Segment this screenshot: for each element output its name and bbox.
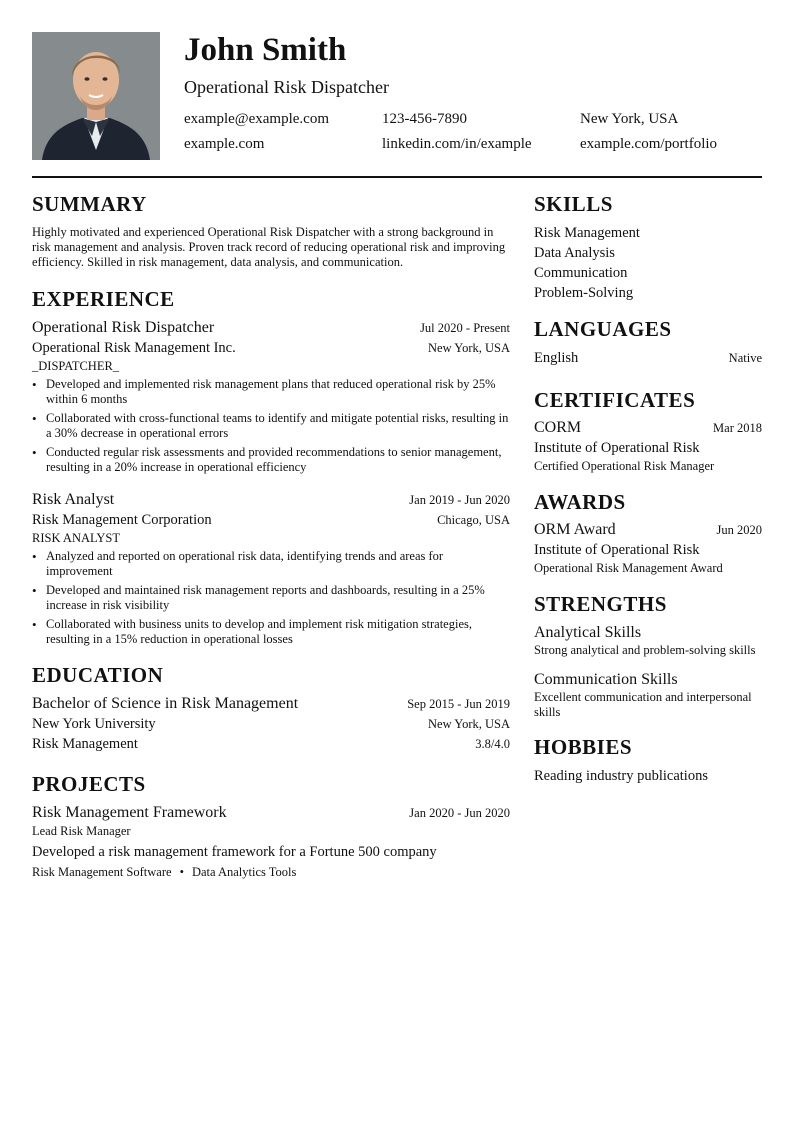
- education-location: New York, USA: [428, 717, 510, 731]
- job-dates: Jul 2020 - Present: [420, 321, 510, 335]
- skills-section: [534, 190, 762, 303]
- hobby-item: Reading industry publications: [534, 768, 708, 784]
- languages-section: [534, 315, 762, 368]
- job-bullet: • Collaborated with cross-functional teams to identify and mitigate potential risks, resulting in a 30% decrease in operational errors: [32, 411, 510, 441]
- certificate-date: Mar 2018: [713, 421, 762, 435]
- experience-item: [32, 317, 510, 475]
- hobbies-section: [534, 733, 762, 786]
- skill-item: Problem-Solving: [534, 285, 634, 301]
- job-bullet: • Analyzed and reported on operational risk data, identifying trends and areas for improvement: [32, 549, 510, 579]
- job-bullets: [32, 377, 510, 475]
- education-section: [32, 661, 510, 754]
- bullet-separator: •: [179, 865, 184, 879]
- project-keywords: [32, 864, 510, 880]
- awards-section: [534, 488, 762, 577]
- candidate-name: John Smith: [184, 32, 347, 68]
- project-role: Lead Risk Manager: [32, 824, 131, 838]
- strength-description: Excellent communication and interpersonal skills: [534, 690, 752, 719]
- job-position: Risk Analyst: [32, 491, 115, 508]
- education-heading: EDUCATION: [32, 663, 164, 687]
- language-level: Native: [728, 351, 762, 365]
- certificates-heading: CERTIFICATES: [534, 388, 696, 412]
- job-bullet: • Developed and implemented risk management plans that reduced operational risk by 25% within 6 months: [32, 377, 510, 407]
- education-school: New York University: [32, 716, 156, 732]
- strengths-heading: STRENGTHS: [534, 592, 667, 616]
- job-bullet: • Conducted regular risk assessments and provided recommendations to senior management, resulting in a 20% increase in operational efficiency: [32, 445, 510, 475]
- award-name: ORM Award: [534, 521, 616, 538]
- summary-text: Highly motivated and experienced Operational Risk Dispatcher with a strong background in risk management and analysis. Proven track record of reducing operational risk and improving efficiency. Skilled in risk management, data analysis, and communication.: [32, 225, 506, 269]
- summary-heading: SUMMARY: [32, 192, 147, 216]
- strength-name: Communication Skills: [534, 671, 678, 688]
- job-bullet: • Developed and maintained risk management reports and dashboards, resulting in a 25% increase in risk visibility: [32, 583, 510, 613]
- profile-photo: [32, 32, 160, 160]
- skill-item: Risk Management: [534, 225, 640, 241]
- experience-section: [32, 285, 510, 647]
- job-company: Operational Risk Management Inc.: [32, 340, 236, 356]
- project-keyword: Risk Management Software: [32, 865, 172, 879]
- education-dates: Sep 2015 - Jun 2019: [407, 697, 510, 711]
- award-date: Jun 2020: [716, 523, 762, 537]
- job-company: Risk Management Corporation: [32, 512, 212, 528]
- education-degree: Bachelor of Science in Risk Management: [32, 695, 299, 712]
- job-position: Operational Risk Dispatcher: [32, 319, 215, 336]
- education-gpa: 3.8/4.0: [475, 737, 510, 751]
- main-column: [32, 190, 510, 880]
- skills-heading: SKILLS: [534, 192, 613, 216]
- contact-phone: 123-456-7890: [382, 111, 467, 127]
- project-keyword: Data Analytics Tools: [191, 865, 297, 879]
- hobbies-heading: HOBBIES: [534, 735, 633, 759]
- job-bullets: [32, 549, 510, 647]
- experience-item: [32, 489, 510, 647]
- candidate-title: Operational Risk Dispatcher: [184, 77, 389, 97]
- job-subtitle: _DISPATCHER_: [32, 359, 120, 373]
- certificates-section: [534, 386, 762, 475]
- strength-name: Analytical Skills: [534, 624, 642, 641]
- sidebar-column: [534, 190, 762, 786]
- header-divider: [32, 176, 762, 178]
- job-location: New York, USA: [428, 341, 510, 355]
- strength-description: Strong analytical and problem-solving skills: [534, 643, 756, 657]
- projects-section: [32, 770, 510, 880]
- job-dates: Jan 2019 - Jun 2020: [409, 493, 510, 507]
- strengths-section: [534, 590, 762, 720]
- skill-item: Communication: [534, 265, 628, 281]
- summary-section: [32, 190, 510, 270]
- project-description: Developed a risk management framework for a Fortune 500 company: [32, 844, 437, 860]
- award-issuer: Institute of Operational Risk: [534, 542, 700, 558]
- awards-heading: AWARDS: [534, 490, 626, 514]
- certificate-name: CORM: [534, 419, 582, 436]
- language-name: English: [534, 350, 579, 366]
- experience-heading: EXPERIENCE: [32, 287, 175, 311]
- award-description: Operational Risk Management Award: [534, 561, 723, 575]
- project-dates: Jan 2020 - Jun 2020: [409, 806, 510, 820]
- skill-item: Data Analysis: [534, 245, 615, 261]
- languages-heading: LANGUAGES: [534, 317, 672, 341]
- contact-website[interactable]: example.com: [184, 136, 265, 152]
- project-name: Risk Management Framework: [32, 804, 227, 821]
- projects-heading: PROJECTS: [32, 772, 146, 796]
- certificate-issuer: Institute of Operational Risk: [534, 440, 700, 456]
- contact-portfolio[interactable]: example.com/portfolio: [580, 136, 718, 152]
- contact-location: New York, USA: [580, 111, 679, 127]
- certificate-description: Certified Operational Risk Manager: [534, 459, 715, 473]
- job-bullet: • Collaborated with business units to develop and implement risk mitigation strategies, resulting in a 15% reduction in operational losses: [32, 617, 510, 647]
- contact-linkedin[interactable]: linkedin.com/in/example: [382, 136, 532, 152]
- job-subtitle: RISK ANALYST: [32, 531, 120, 545]
- job-location: Chicago, USA: [437, 513, 510, 527]
- contact-email[interactable]: example@example.com: [184, 111, 330, 127]
- education-field: Risk Management: [32, 736, 138, 752]
